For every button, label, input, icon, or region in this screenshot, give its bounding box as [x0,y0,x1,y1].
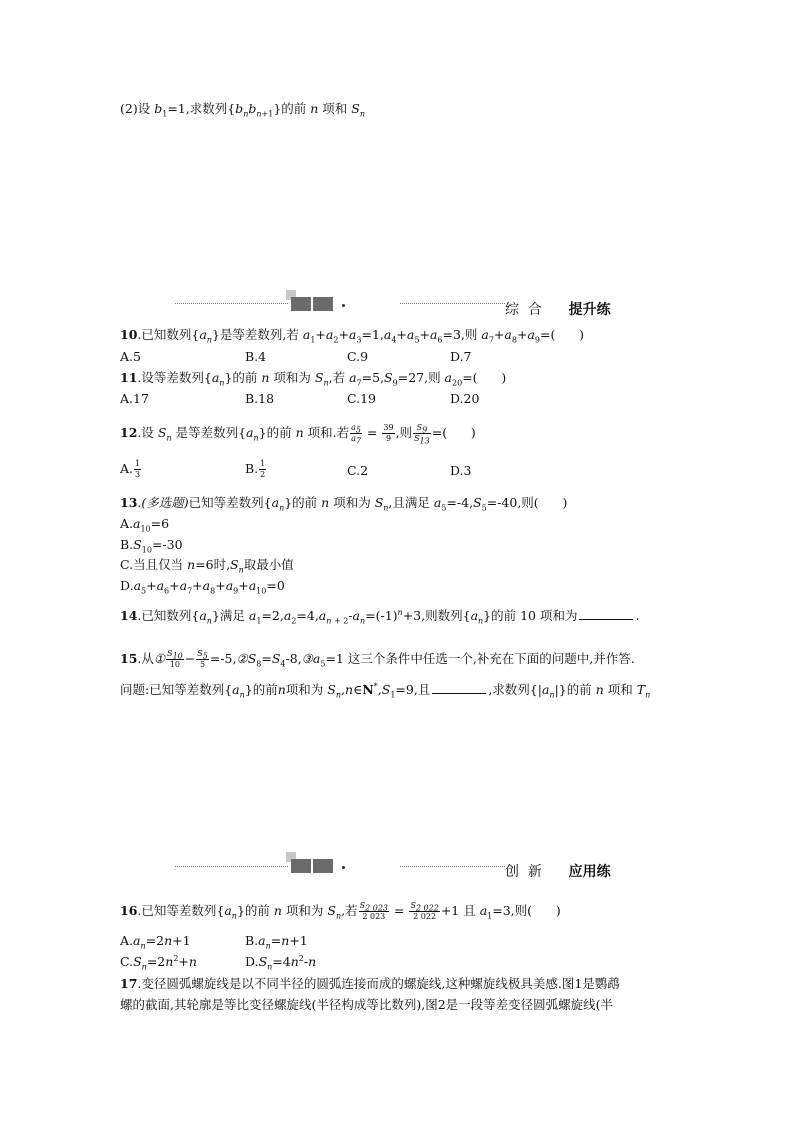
q13-option-d: $D.a_5+a_6+a_7+a_8+a_9+a_{10}=0$ [120,578,285,596]
q10-option-a: A.5 [120,349,141,364]
q11-option-b: B.18 [245,391,275,406]
q10-option-d: D.7 [450,349,472,364]
q12-option-d: D.3 [450,463,472,478]
q9-part2: (2)设 $b_1=1$,求数列$\{b_nb_{n+1}\}$的前 n 项和 $S_n$ [120,101,365,119]
q11-option-c: C.19 [347,391,376,406]
question-15: 15.从① $\frac{S_{10}}{10}$ − $\frac{S_5}{5}$ $=-5,②S_8=S_4-8,③a_5=1$ 这三个条件中任选一个,补充在下面的问题中,并作答. [120,649,635,669]
question-15-problem: 问题:已知等差数列$\{a_n\}$的前n项和为 $S_n,n\in N^*,S_1=9$,且 ,求数列$\{|a_n|\}$的前 n 项和 $T_n$ [120,681,651,700]
question-10: 10.已知数列$\{a_n\}$是等差数列,若 $a_1+a_2+a_3=1,a_4+a_5+a_6=3$,则 $a_7+a_8+a_9=$( ) [120,327,585,345]
q13-option-b: $B.S_{10}=-30$ [120,537,183,555]
question-11: 11.设等差数列$\{a_n\}$的前 n 项和为 $S_n$,若 $a_7=5,S_9=27$,则 $a_{20}=$( ) [120,370,507,388]
q11-option-d: D.20 [450,391,480,406]
question-17-line1: 17.变径圆弧螺旋线是以不同半径的圆弧连接而成的螺旋线,这种螺旋线极具美感.图1是鹦鹉 [120,976,620,991]
question-17-line2: 螺的截面,其轮廓是等比变径螺旋线(半径构成等比数列),图2是一段等差变径圆弧螺旋线(半 [120,997,614,1012]
q11-option-a: A.17 [120,391,149,406]
q14-answer-blank[interactable] [579,619,633,620]
q13-option-a: $A.a_{10}=6$ [120,516,170,534]
q15-condition-blank[interactable] [432,693,486,694]
question-14: 14.已知数列$\{a_n\}$满足 $a_1=2,a_2=4,a_{n + 2}-a_n=(-1)^n+3$,则数列$\{a_n\}$的前 10 项和为 . [120,607,640,626]
section2-title-left: 创 新 [505,864,542,880]
section2-title-right: 应用练 [568,864,611,880]
q16-option-c: $C.S_n=2n^2+n$ [120,953,197,972]
q12-option-c: C.2 [347,463,369,478]
section-title-left: 综 合 [505,302,542,318]
q13-option-c: C.当且仅当 n=6时$,S_n$取最小值 [120,557,294,575]
question-12: 12.设 $S_n$ 是等差数列$\{a_n\}$的前 n 项和.若 $\frac{a_5}{a_7}$ = $\frac{39}{9}$ ,则 $\frac{S_9}{S_{13}}$ =( ) [120,423,476,446]
question-13: 13.(多选题)已知等差数列$\{a_n\}$的前 n 项和为 $S_n$,且满足 $a_5=-4,S_5=-40$,则( ) [120,495,568,513]
section-title-right: 提升练 [568,302,611,318]
q16-option-b: $B.a_n=n+1$ [245,933,308,951]
question-16: 16.已知等差数列$\{a_n\}$的前 n 项和为 $S_n$,若 $\frac{S_{2 023}}{2 023}$ = $\frac{S_{2 022}}{2 022}$ +1 且 $a_1=3$,则( ) [120,901,561,921]
q10-option-c: C.9 [347,349,369,364]
q12-option-a: A. $\frac{1}{3}$ [120,459,141,479]
q12-option-b: B. $\frac{1}{2}$ [245,459,266,479]
q10-option-b: B.4 [245,349,267,364]
q16-option-d: $D.S_n=4n^2-n$ [245,953,317,972]
q16-option-a: $A.a_n=2n+1$ [120,933,191,951]
